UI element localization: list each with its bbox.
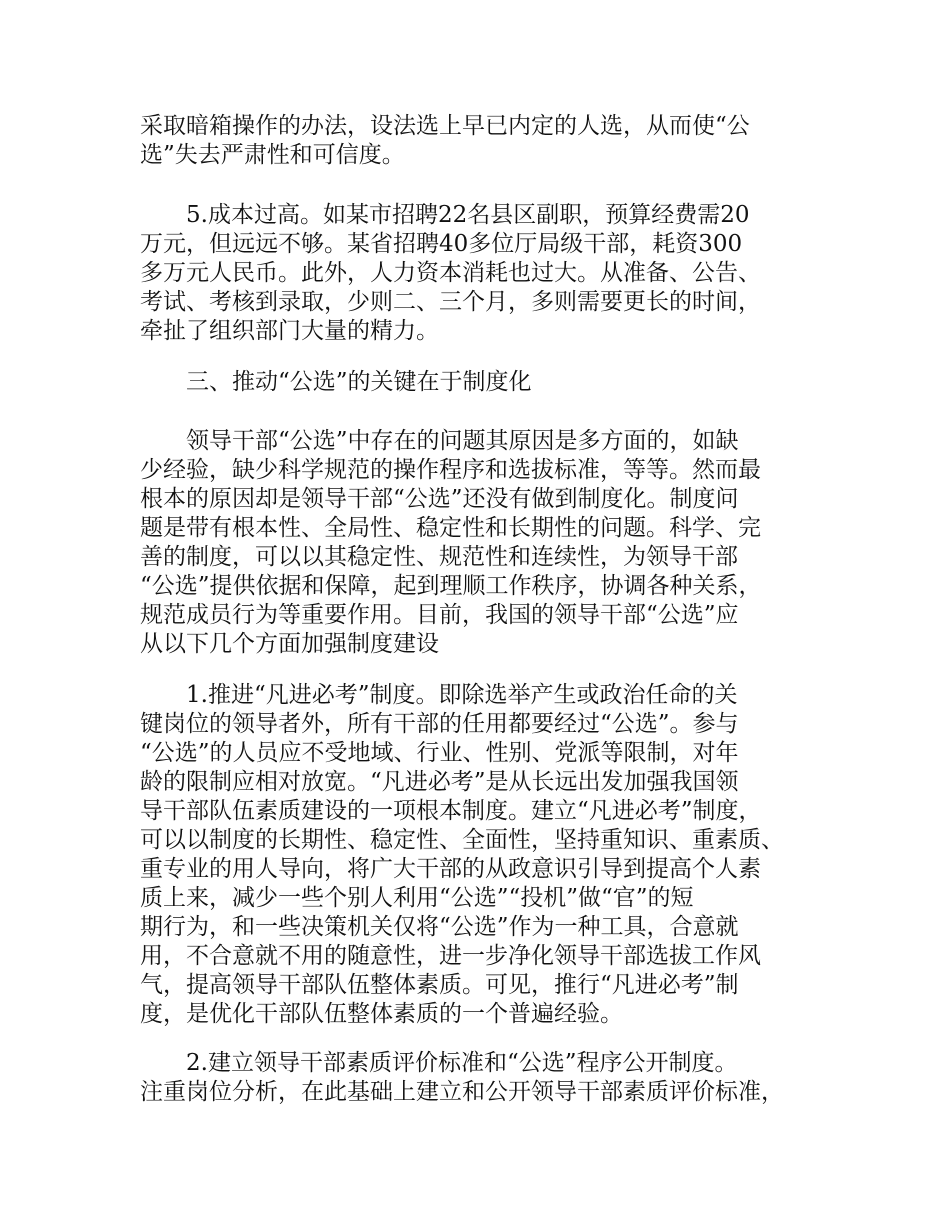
text-line: 键岗位的领导者外，所有干部的任用都要经过“公选”。参与 <box>140 711 739 737</box>
text-line: 气，提高领导干部队伍整体素质。可见，推行“凡进必考”制 <box>140 972 739 998</box>
heading-line: 三、推动“公选”的关键在于制度化 <box>140 369 532 395</box>
section-heading <box>140 368 830 397</box>
text-line: 用，不合意就不用的随意性，进一步净化领导干部选拔工作风 <box>140 943 761 969</box>
text-line: “公选”的人员应不受地域、行业、性别、党派等限制，对年 <box>140 740 739 766</box>
text-line: 度，是优化干部队伍整体素质的一个普遍经验。 <box>140 1001 623 1027</box>
paragraph-reasons <box>140 427 830 659</box>
paragraph-evaluation-standard <box>140 1049 830 1107</box>
text-line: 1.推进“凡进必考”制度。即除选举产生或政治任命的关 <box>140 682 738 708</box>
text-line: 期行为，和一些决策机关仅将“公选”作为一种工具，合意就 <box>140 914 739 940</box>
text-line: 考试、考核到录取，少则二、三个月，多则需要更长的时间， <box>140 289 761 315</box>
text-line: “公选”提供依据和保障，起到理顺工作秩序，协调各种关系， <box>140 573 762 599</box>
paragraph-exam-system <box>140 681 830 1029</box>
text-line: 善的制度，可以以其稳定性、规范性和连续性，为领导干部 <box>140 544 738 570</box>
text-line: 导干部队伍素质建设的一项根本制度。建立“凡进必考”制度， <box>140 798 762 824</box>
text-line: 可以以制度的长期性、稳定性、全面性，坚持重知识、重素质、 <box>140 827 784 853</box>
text-line: 2.建立领导干部素质评价标准和“公选”程序公开制度。 <box>140 1050 738 1076</box>
text-line: 少经验，缺少科学规范的操作程序和选拔标准，等等。然而最 <box>140 457 761 483</box>
text-line: 领导干部“公选”中存在的问题其原因是多方面的，如缺 <box>140 428 739 454</box>
text-line: 质上来，减少一些个别人利用“公选”“投机”做“官”的短 <box>140 885 694 911</box>
text-line: 万元，但远远不够。某省招聘40多位厅局级干部，耗资300 <box>140 231 743 257</box>
text-line: 多万元人民币。此外，人力资本消耗也过大。从准备、公告、 <box>140 260 761 286</box>
text-line: 选”失去严肃性和可信度。 <box>140 142 405 168</box>
text-line: 5.成本过高。如某市招聘22名县区副职，预算经费需20 <box>140 202 750 228</box>
paragraph-continuation <box>140 112 830 170</box>
text-line: 从以下几个方面加强制度建设 <box>140 631 439 657</box>
text-line: 采取暗箱操作的办法，设法选上早已内定的人选，从而使“公 <box>140 113 750 139</box>
text-line: 注重岗位分析，在此基础上建立和公开领导干部素质评价标准， <box>140 1079 784 1105</box>
text-line: 根本的原因却是领导干部“公选”还没有做到制度化。制度问 <box>140 486 739 512</box>
text-line: 规范成员行为等重要作用。目前，我国的领导干部“公选”应 <box>140 602 739 628</box>
text-line: 龄的限制应相对放宽。“凡进必考”是从长远出发加强我国领 <box>140 769 739 795</box>
text-line: 重专业的用人导向，将广大干部的从政意识引导到提高个人素 <box>140 856 761 882</box>
text-line: 牵扯了组织部门大量的精力。 <box>140 318 439 344</box>
paragraph-cost <box>140 201 830 346</box>
text-line: 题是带有根本性、全局性、稳定性和长期性的问题。科学、完 <box>140 515 761 541</box>
